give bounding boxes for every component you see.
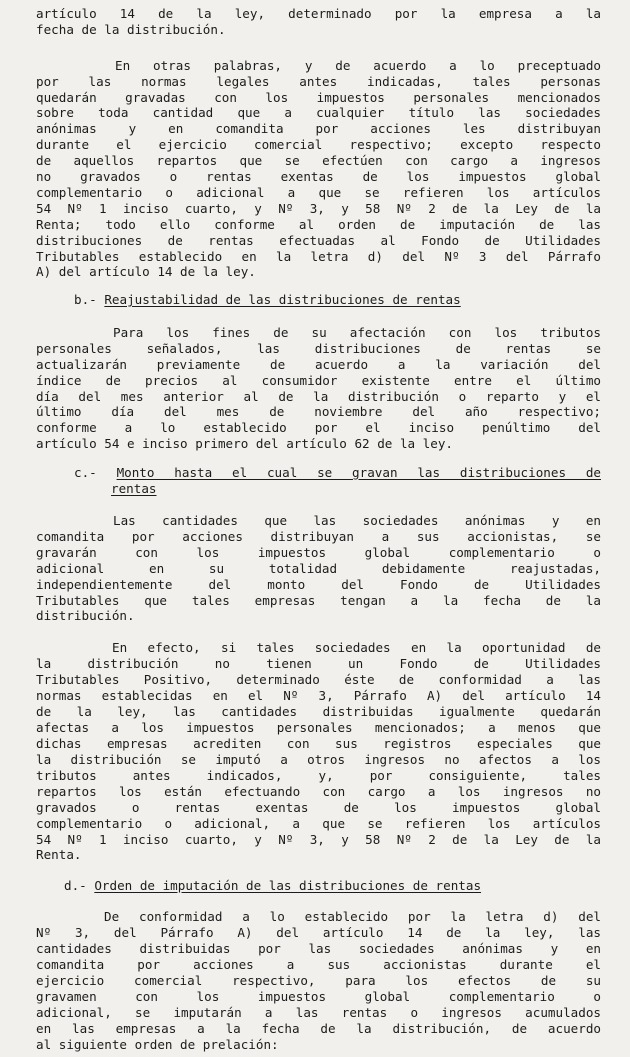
text-line: 54 Nº 1 inciso cuarto, y Nº 3, y 58 Nº 2 de la Ley de la xyxy=(36,832,601,847)
text-line: Nº 3, del Párrafo A) del artículo 14 de la ley, las xyxy=(36,925,601,940)
text-line: sobre toda cantidad que a cualquier título las sociedades xyxy=(36,105,601,120)
text-line: gravarán con los impuestos global complementario o xyxy=(36,545,601,560)
text-line: comandita por acciones distribuyan a sus accionistas, se xyxy=(36,529,601,544)
text-line: de aquellos repartos que se efectúen con cargo a ingresos xyxy=(36,153,601,168)
text-line: complementario o adicional, a que se refieren los artículos xyxy=(36,816,601,831)
text-line: gravados o rentas exentas de los impuestos global xyxy=(36,800,601,815)
text-line: día del mes anterior al de la distribución o reparto y el xyxy=(36,389,601,404)
text-line: cantidades distribuidas por las sociedades anónimas y en xyxy=(36,941,601,956)
heading-title: Reajustabilidad de las distribuciones de rentas xyxy=(104,292,461,307)
heading-title: Orden de imputación de las distribuciones de rentas xyxy=(94,878,482,893)
text-line: la distribución se imputó a otros ingresos no afectos a los xyxy=(36,752,601,767)
section-heading-c-cont xyxy=(111,481,601,497)
text-line: dichas empresas acrediten con sus registros especiales que xyxy=(36,736,601,751)
text-line: Las cantidades que las sociedades anónimas y en xyxy=(113,513,601,528)
text-line: artículo 54 e inciso primero del artículo 62 de la ley. xyxy=(36,436,454,451)
heading-prefix: c.- xyxy=(74,465,117,480)
text-line: la distribución no tienen un Fondo de Utilidades xyxy=(36,656,601,671)
section-heading-c xyxy=(74,465,601,481)
text-line: distribuciones de rentas efectuadas al Fondo de Utilidades xyxy=(36,233,601,248)
text-line: ejercicio comercial respectivo, para los efectos de su xyxy=(36,973,601,988)
text-line: conforme a lo establecido por el inciso penúltimo del xyxy=(36,420,601,435)
heading-title: Monto hasta el cual se gravan las distribuciones de xyxy=(116,465,601,480)
section-heading-b xyxy=(74,292,601,308)
text-line: comandita por acciones a sus accionistas durante el xyxy=(36,957,601,972)
text-line: por las normas legales antes indicadas, tales personas xyxy=(36,74,601,89)
text-line: De conformidad a lo establecido por la letra d) del xyxy=(104,909,601,924)
text-line: de la ley, las cantidades distribuidas igualmente quedarán xyxy=(36,704,601,719)
text-line: repartos los están efectuando con cargo a los ingresos no xyxy=(36,784,601,799)
text-line: durante el ejercicio comercial respectivo; excepto respecto xyxy=(36,137,601,152)
text-line: quedarán gravadas con los impuestos personales mencionados xyxy=(36,90,601,105)
text-line: anónimas y en comandita por acciones les distribuyan xyxy=(36,121,601,136)
text-line: fecha de la distribución. xyxy=(36,22,226,37)
text-line: adicional, se imputarán a las rentas o ingresos acumulados xyxy=(36,1005,601,1020)
text-line: actualizarán previamente de acuerdo a la variación del xyxy=(36,357,601,372)
heading-prefix: d.- xyxy=(64,878,95,893)
section-heading-d xyxy=(64,878,601,894)
text-line: último día del mes de noviembre del año respectivo; xyxy=(36,404,601,419)
text-line: artículo 14 de la ley, determinado por la empresa a la xyxy=(36,6,601,21)
text-line: en las empresas a la fecha de la distribución, de acuerdo xyxy=(36,1021,601,1036)
text-line: al siguiente orden de prelación: xyxy=(36,1037,279,1052)
text-line: normas establecidas en el Nº 3, Párrafo A) del artículo 14 xyxy=(36,688,601,703)
text-line: complementario o adicional a que se refieren los artículos xyxy=(36,185,601,200)
text-line: A) del artículo 14 de la ley. xyxy=(36,264,256,279)
text-line: personales señalados, las distribuciones de rentas se xyxy=(36,341,601,356)
heading-prefix: b.- xyxy=(74,292,105,307)
text-line: Tributables que tales empresas tengan a la fecha de la xyxy=(36,593,601,608)
heading-title: rentas xyxy=(111,481,157,496)
text-line: distribución. xyxy=(36,608,135,623)
text-line: Tributables Positivo, determinado éste de conformidad a las xyxy=(36,672,601,687)
text-line: independientemente del monto del Fondo de Utilidades xyxy=(36,577,601,592)
text-line: tributos antes indicados, y, por consiguiente, tales xyxy=(36,768,601,783)
text-line: Para los fines de su afectación con los tributos xyxy=(113,325,601,340)
text-line: En efecto, si tales sociedades en la oportunidad de xyxy=(112,640,601,655)
text-line: Tributables establecido en la letra d) del Nº 3 del Párrafo xyxy=(36,249,601,264)
text-line: gravamen con los impuestos global complementario o xyxy=(36,989,601,1004)
text-line: afectas a los impuestos personales mencionados; a menos que xyxy=(36,720,601,735)
text-line: índice de precios al consumidor existente entre el último xyxy=(36,373,601,388)
text-line: no gravados o rentas exentas de los impuestos global xyxy=(36,169,601,184)
text-line: En otras palabras, y de acuerdo a lo preceptuado xyxy=(115,58,601,73)
text-line: adicional en su totalidad debidamente reajustadas, xyxy=(36,561,601,576)
text-line: Renta; todo ello conforme al orden de imputación de las xyxy=(36,217,601,232)
text-line: Renta. xyxy=(36,847,82,862)
text-line: 54 Nº 1 inciso cuarto, y Nº 3, y 58 Nº 2 de la Ley de la xyxy=(36,201,601,216)
